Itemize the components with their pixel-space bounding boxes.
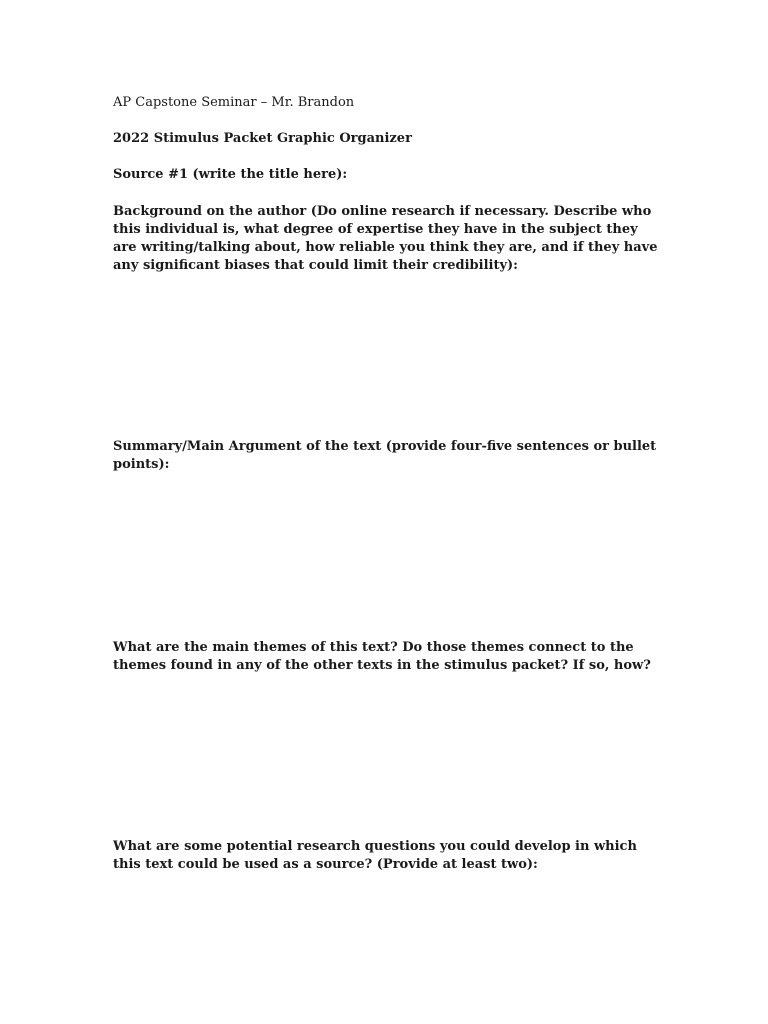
- summary-question: Summary/Main Argument of the text (provide four-five sentences or bullet points):: [113, 439, 657, 472]
- research-questions-question: What are some potential research questions you could develop in which this text could be used as a source? (Provide at least two):: [113, 839, 637, 872]
- themes-question: What are the main themes of this text? Do those themes connect to the themes found in any of the other texts in the stimulus packet? If so, how?: [113, 640, 651, 673]
- document-title: 2022 Stimulus Packet Graphic Organizer: [113, 131, 412, 146]
- course-line: AP Capstone Seminar – Mr. Brandon: [113, 95, 355, 110]
- author-background-question: Background on the author (Do online research if necessary. Describe who this individual is, what degree of expertise they have in the subject they are writing/talking about, how reliable you think they are, and if they have any significant biases that could limit their credibility):: [113, 204, 658, 273]
- source-title-prompt: Source #1 (write the title here):: [113, 167, 348, 182]
